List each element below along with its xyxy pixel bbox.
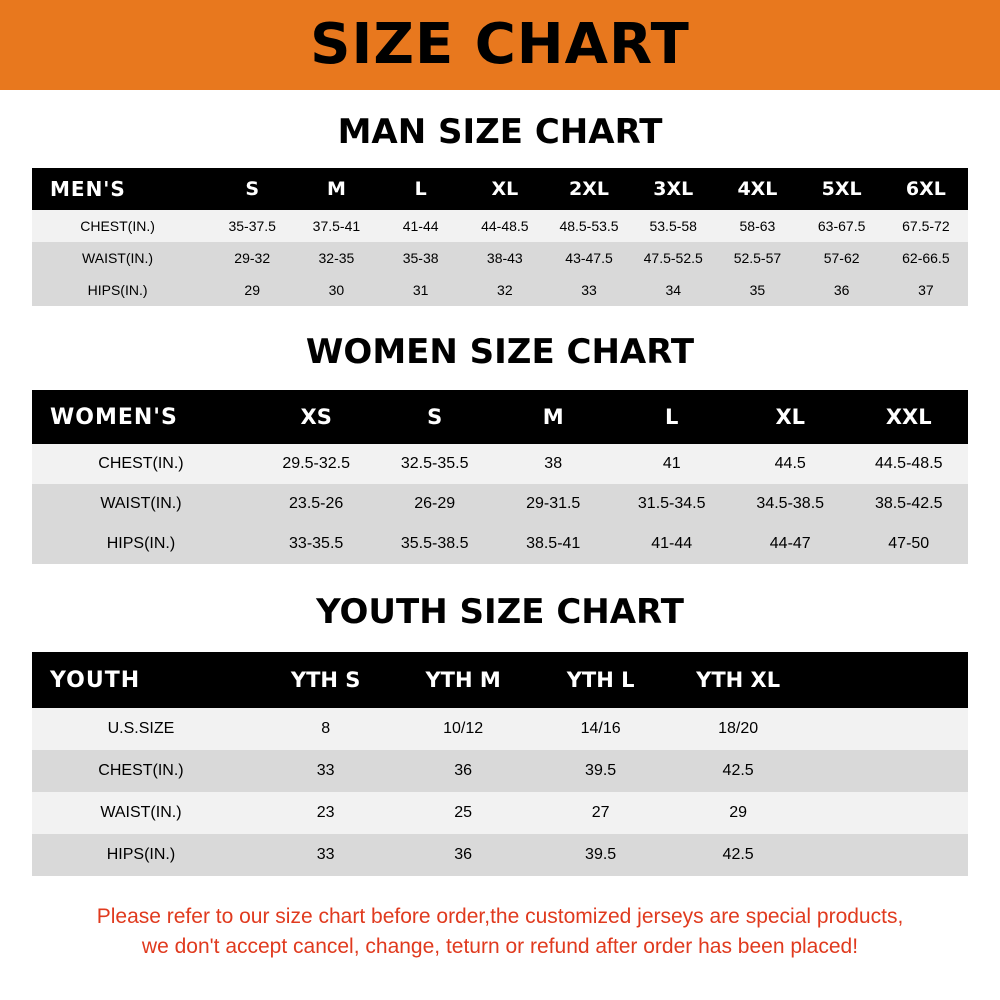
men-col-header: 5XL: [821, 178, 862, 200]
youth-cell: 39.5: [585, 846, 617, 863]
youth-col-header: YTH L: [566, 668, 635, 692]
youth-header-row: [32, 652, 968, 708]
women-cell: 38: [544, 455, 563, 472]
men-cell: 62-66.5: [902, 250, 950, 266]
footer-note-line2: we don't accept cancel, change, teturn or refund after order has been placed!: [141, 935, 859, 959]
youth-table-body: [32, 708, 968, 876]
women-row-label: WAIST(IN.): [100, 495, 182, 512]
men-col-header: 3XL: [653, 178, 694, 200]
youth-cell: 27: [591, 804, 610, 821]
women-cell: 23.5-26: [289, 495, 344, 512]
youth-cell: 42.5: [722, 846, 754, 863]
men-cell: 31: [412, 282, 429, 298]
women-cell: 33-35.5: [289, 535, 344, 552]
women-cell: 41: [662, 455, 681, 472]
men-cell: 38-43: [486, 250, 523, 266]
men-col-header: 2XL: [569, 178, 610, 200]
youth-section-title: YOUTH SIZE CHART: [316, 592, 684, 632]
men-table-head: [32, 168, 968, 210]
women-cell: 44.5-48.5: [874, 455, 943, 472]
youth-cell: 8: [321, 720, 331, 737]
man-section-title: MAN SIZE CHART: [337, 112, 663, 152]
men-cell: 29: [244, 282, 260, 298]
youth-cell: 18/20: [718, 720, 759, 737]
men-row-label: HIPS(IN.): [87, 282, 148, 298]
men-cell: 37.5-41: [312, 218, 361, 234]
table-row: [32, 274, 968, 306]
youth-col-header: YTH S: [290, 668, 361, 692]
men-row-label: WAIST(IN.): [82, 250, 154, 266]
women-section-title: WOMEN SIZE CHART: [305, 332, 695, 372]
men-cell: 53.5-58: [649, 218, 697, 234]
table-row: [32, 484, 968, 524]
youth-cell: 33: [316, 846, 335, 863]
table-row: [32, 750, 968, 792]
men-cell: 48.5-53.5: [559, 218, 619, 234]
table-row: [32, 708, 968, 750]
youth-row-label: U.S.SIZE: [107, 720, 175, 737]
footer-note: [20, 902, 980, 963]
men-cell: 63-67.5: [817, 218, 866, 234]
men-cell: 67.5-72: [902, 218, 950, 234]
men-cell: 52.5-57: [733, 250, 782, 266]
table-row: [32, 210, 968, 242]
women-col-header: L: [665, 405, 679, 429]
women-cell: 38.5-42.5: [874, 495, 943, 512]
men-col-header: M: [326, 178, 346, 200]
youth-col-header: YTH XL: [696, 668, 781, 692]
men-cell: 33: [581, 282, 597, 298]
men-col-header: 6XL: [905, 178, 946, 200]
women-cell: 29.5-32.5: [282, 455, 350, 472]
women-cell: 31.5-34.5: [637, 495, 706, 512]
women-size-table: [32, 390, 968, 564]
women-row-label: HIPS(IN.): [106, 535, 176, 552]
youth-cell: 42.5: [722, 762, 754, 779]
men-cell: 32: [497, 282, 513, 298]
women-cell: 38.5-41: [526, 535, 581, 552]
men-cell: 43-47.5: [565, 250, 613, 266]
women-cell: 47-50: [888, 535, 930, 552]
youth-table-wrapper: [32, 652, 968, 876]
men-cell: 57-62: [823, 250, 860, 266]
table-row: [32, 792, 968, 834]
youth-cell: 25: [454, 804, 473, 821]
men-cell: 44-48.5: [481, 218, 529, 234]
youth-size-table: [32, 652, 968, 876]
men-col-header: XL: [491, 178, 519, 200]
men-cell: 35-38: [402, 250, 439, 266]
men-cell: 35: [749, 282, 766, 298]
youth-cell-spacer: [807, 792, 968, 834]
youth-cell-spacer: [807, 834, 968, 876]
women-corner-label: WOMEN'S: [50, 404, 178, 430]
table-row: [32, 834, 968, 876]
women-cell: 32.5-35.5: [400, 455, 469, 472]
youth-col-header: YTH M: [425, 668, 501, 692]
women-cell: 35.5-38.5: [400, 535, 469, 552]
table-row: [32, 524, 968, 564]
women-cell: 44-47: [769, 535, 811, 552]
youth-table-head: [32, 652, 968, 708]
youth-cell: 39.5: [585, 762, 617, 779]
page-title: SIZE CHART: [310, 12, 690, 77]
youth-cell-spacer: [807, 708, 968, 750]
women-table-head: [32, 390, 968, 444]
youth-col-spacer: [807, 652, 968, 708]
table-row: [32, 242, 968, 274]
women-cell: 41-44: [651, 535, 693, 552]
footer-note-line1: Please refer to our size chart before order,the customized jerseys are special products,: [96, 905, 904, 928]
men-cell: 29-32: [234, 250, 271, 266]
women-cell: 44.5: [774, 455, 806, 472]
men-cell: 34: [665, 282, 682, 298]
header-banner: [0, 0, 1000, 90]
youth-cell: 23: [316, 804, 335, 821]
men-cell: 36: [833, 282, 850, 298]
men-col-header: S: [245, 178, 260, 200]
men-cell: 47.5-52.5: [643, 250, 703, 266]
women-row-label: CHEST(IN.): [98, 455, 184, 472]
youth-row-label: CHEST(IN.): [98, 762, 184, 779]
women-col-header: S: [427, 405, 443, 429]
youth-cell: 14/16: [580, 720, 621, 737]
youth-cell: 33: [316, 762, 335, 779]
women-col-header: XS: [300, 405, 332, 429]
youth-cell: 29: [729, 804, 748, 821]
women-cell: 34.5-38.5: [756, 495, 825, 512]
women-col-header: XXL: [885, 405, 932, 429]
women-col-header: XL: [775, 405, 806, 429]
youth-cell: 10/12: [443, 720, 484, 737]
youth-cell-spacer: [807, 750, 968, 792]
women-header-row: [32, 390, 968, 444]
women-cell: 29-31.5: [526, 495, 581, 512]
men-cell: 35-37.5: [228, 218, 276, 234]
man-table-wrapper: [32, 168, 968, 306]
youth-cell: 36: [454, 762, 473, 779]
men-cell: 41-44: [402, 218, 439, 234]
men-col-header: L: [414, 178, 427, 200]
men-cell: 37: [918, 282, 934, 298]
women-cell: 26-29: [414, 495, 456, 512]
youth-corner-label: YOUTH: [50, 667, 141, 693]
men-cell: 32-35: [318, 250, 355, 266]
men-corner-label: MEN'S: [50, 177, 126, 201]
men-cell: 58-63: [739, 218, 776, 234]
youth-row-label: WAIST(IN.): [100, 804, 182, 821]
table-row: [32, 444, 968, 484]
men-table-body: [32, 210, 968, 306]
men-row-label: CHEST(IN.): [80, 218, 155, 234]
men-size-table: [32, 168, 968, 306]
women-table-body: [32, 444, 968, 564]
men-header-row: [32, 168, 968, 210]
youth-row-label: HIPS(IN.): [106, 846, 176, 863]
women-col-header: M: [542, 405, 564, 429]
men-col-header: 4XL: [737, 178, 778, 200]
women-table-wrapper: [32, 390, 968, 564]
men-cell: 30: [328, 282, 345, 298]
youth-cell: 36: [454, 846, 473, 863]
